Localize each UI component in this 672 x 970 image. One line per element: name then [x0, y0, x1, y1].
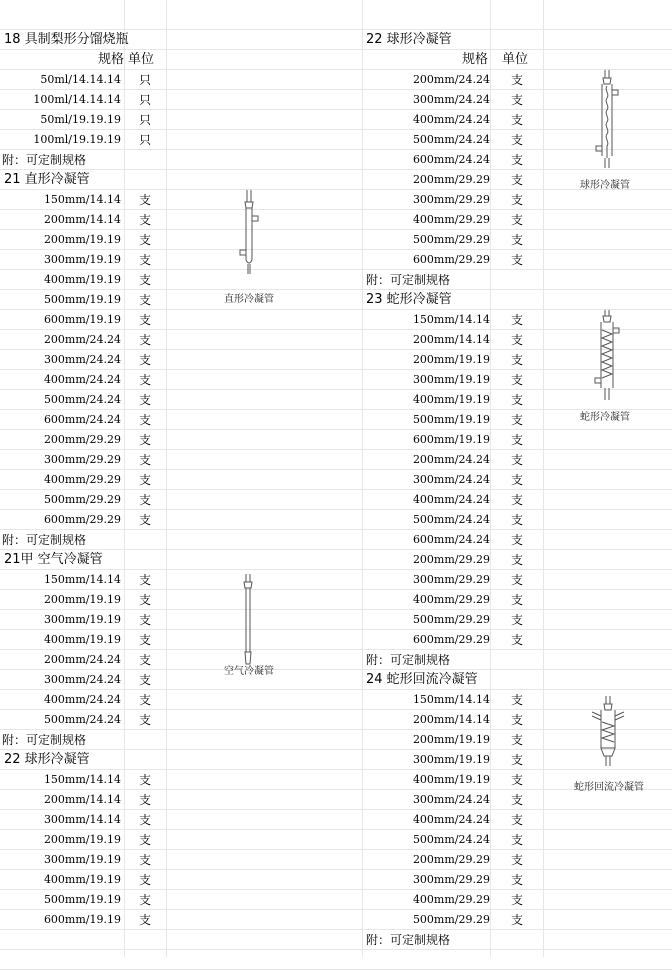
unit-cell: 支 [138, 213, 151, 227]
caption-coil-condenser: 蛇形冷凝管 [580, 412, 630, 423]
unit-cell: 支 [510, 213, 523, 227]
unit-cell: 支 [510, 893, 523, 907]
spec-cell: 300mm/24.24 [412, 473, 490, 486]
unit-cell: 支 [138, 773, 151, 787]
spec-cell: 300mm/24.24 [412, 93, 490, 106]
caption-straight-condenser: 直形冷凝管 [224, 294, 274, 305]
spec-cell: 400mm/24.24 [43, 373, 121, 386]
grid-row-line [0, 10, 672, 30]
spec-cell: 400mm/24.24 [412, 113, 490, 126]
spec-cell: 100ml/14.14.14 [33, 93, 121, 106]
section-title-23: 23 蛇形冷凝管 [366, 292, 452, 307]
section-title-21a: 21甲 空气冷凝管 [4, 552, 103, 567]
unit-cell: 支 [138, 353, 151, 367]
unit-cell: 支 [510, 253, 523, 267]
custom-note-18: 附：可定制规格 [2, 153, 87, 167]
spec-cell: 300mm/29.29 [43, 453, 121, 466]
spec-cell: 200mm/24.24 [412, 73, 490, 86]
caption-bulb-condenser: 球形冷凝管 [580, 180, 630, 191]
unit-cell: 支 [510, 913, 523, 927]
unit-cell: 支 [510, 593, 523, 607]
spec-cell: 200mm/19.19 [412, 353, 490, 366]
custom-note-22: 附：可定制规格 [366, 273, 451, 287]
spec-cell: 150mm/14.14 [43, 573, 121, 586]
unit-cell: 支 [138, 793, 151, 807]
spec-cell: 300mm/29.29 [412, 573, 490, 586]
spec-cell: 600mm/29.29 [412, 253, 490, 266]
caption-coil-reflux-condenser: 蛇形回流冷凝管 [574, 782, 644, 793]
spec-cell: 400mm/19.19 [43, 273, 121, 286]
unit-cell: 支 [510, 313, 523, 327]
unit-cell: 支 [510, 553, 523, 567]
unit-cell: 支 [138, 593, 151, 607]
spec-cell: 300mm/29.29 [412, 193, 490, 206]
grid-row-line [0, 150, 672, 170]
header-unit-right: 单位 [502, 52, 529, 67]
air-condenser-illustration [236, 572, 260, 668]
spec-cell: 300mm/14.14 [43, 813, 121, 826]
spec-cell: 600mm/19.19 [43, 913, 121, 926]
unit-cell: 支 [138, 873, 151, 887]
unit-cell: 支 [138, 393, 151, 407]
spec-cell: 400mm/19.19 [43, 873, 121, 886]
unit-cell: 支 [510, 693, 523, 707]
section-title-18: 18 具制梨形分馏烧瓶 [4, 32, 129, 47]
grid-column-line [166, 0, 167, 957]
unit-cell: 支 [138, 373, 151, 387]
spec-cell: 400mm/24.24 [412, 813, 490, 826]
section-title-24: 24 蛇形回流冷凝管 [366, 672, 478, 687]
unit-cell: 支 [510, 833, 523, 847]
spec-cell: 300mm/19.19 [43, 613, 121, 626]
unit-cell: 支 [138, 433, 151, 447]
unit-cell: 支 [510, 433, 523, 447]
spec-cell: 100ml/19.19.19 [33, 133, 121, 146]
section-title-22: 22 球形冷凝管 [366, 32, 452, 47]
unit-cell: 支 [510, 873, 523, 887]
spec-cell: 600mm/29.29 [43, 513, 121, 526]
spec-cell: 500mm/24.24 [43, 393, 121, 406]
spec-cell: 500mm/24.24 [43, 713, 121, 726]
unit-cell: 支 [138, 313, 151, 327]
spec-cell: 400mm/29.29 [412, 213, 490, 226]
unit-cell: 支 [138, 853, 151, 867]
spec-cell: 300mm/24.24 [43, 353, 121, 366]
spec-cell: 400mm/19.19 [412, 393, 490, 406]
unit-cell: 支 [138, 833, 151, 847]
grid-row-line [0, 530, 672, 550]
unit-cell: 支 [510, 493, 523, 507]
spec-cell: 200mm/24.24 [412, 453, 490, 466]
grid-row-line [0, 730, 672, 750]
unit-cell: 支 [510, 513, 523, 527]
spec-cell: 400mm/19.19 [43, 633, 121, 646]
spec-cell: 500mm/19.19 [412, 413, 490, 426]
unit-cell: 支 [138, 273, 151, 287]
spec-cell: 300mm/29.29 [412, 873, 490, 886]
spec-cell: 300mm/19.19 [43, 853, 121, 866]
spec-cell: 200mm/19.19 [43, 233, 121, 246]
unit-cell: 支 [510, 73, 523, 87]
unit-cell: 支 [510, 753, 523, 767]
spec-cell: 150mm/14.14 [412, 313, 490, 326]
spec-cell: 400mm/29.29 [412, 593, 490, 606]
spec-cell: 200mm/14.14 [43, 213, 121, 226]
unit-cell: 支 [510, 733, 523, 747]
spec-cell: 500mm/19.19 [43, 893, 121, 906]
unit-cell: 支 [138, 573, 151, 587]
unit-cell: 支 [510, 93, 523, 107]
spec-cell: 300mm/19.19 [412, 373, 490, 386]
spec-cell: 300mm/24.24 [412, 793, 490, 806]
spec-cell: 600mm/24.24 [412, 153, 490, 166]
unit-cell: 支 [510, 153, 523, 167]
spec-cell: 200mm/14.14 [43, 793, 121, 806]
custom-note-21a: 附：可定制规格 [2, 733, 87, 747]
unit-cell: 支 [510, 113, 523, 127]
spec-cell: 150mm/14.14 [412, 693, 490, 706]
spec-cell: 400mm/29.29 [43, 473, 121, 486]
unit-cell: 支 [510, 393, 523, 407]
unit-cell: 支 [138, 633, 151, 647]
spec-cell: 200mm/19.19 [43, 833, 121, 846]
unit-cell: 支 [138, 493, 151, 507]
unit-cell: 支 [138, 713, 151, 727]
spec-cell: 600mm/19.19 [412, 433, 490, 446]
unit-cell: 只 [138, 93, 151, 107]
spec-cell: 600mm/29.29 [412, 633, 490, 646]
section-title-21: 21 直形冷凝管 [4, 172, 90, 187]
spec-cell: 300mm/24.24 [43, 673, 121, 686]
unit-cell: 支 [510, 193, 523, 207]
spec-cell: 200mm/29.29 [412, 853, 490, 866]
unit-cell: 只 [138, 113, 151, 127]
unit-cell: 只 [138, 133, 151, 147]
spec-cell: 50ml/14.14.14 [40, 73, 121, 86]
grid-column-line [543, 0, 544, 957]
unit-cell: 支 [510, 573, 523, 587]
spec-cell: 500mm/19.19 [43, 293, 121, 306]
spec-cell: 200mm/19.19 [43, 593, 121, 606]
unit-cell: 支 [510, 333, 523, 347]
coil-condenser-illustration [592, 308, 622, 404]
spec-cell: 500mm/24.24 [412, 833, 490, 846]
spec-cell: 500mm/29.29 [412, 233, 490, 246]
unit-cell: 支 [510, 613, 523, 627]
spec-cell: 200mm/14.14 [412, 713, 490, 726]
spec-cell: 500mm/29.29 [412, 613, 490, 626]
unit-cell: 支 [138, 193, 151, 207]
unit-cell: 支 [510, 773, 523, 787]
straight-condenser-illustration [232, 188, 266, 288]
spec-cell: 200mm/19.19 [412, 733, 490, 746]
spec-cell: 200mm/29.29 [412, 173, 490, 186]
unit-cell: 支 [138, 293, 151, 307]
unit-cell: 只 [138, 73, 151, 87]
spec-cell: 600mm/24.24 [43, 413, 121, 426]
unit-cell: 支 [510, 133, 523, 147]
spec-cell: 150mm/14.14 [43, 193, 121, 206]
unit-cell: 支 [510, 473, 523, 487]
spec-cell: 400mm/24.24 [43, 693, 121, 706]
unit-cell: 支 [138, 893, 151, 907]
section-title-22b: 22 球形冷凝管 [4, 752, 90, 767]
unit-cell: 支 [510, 813, 523, 827]
header-spec: 规格 [97, 52, 124, 67]
spec-cell: 500mm/29.29 [412, 913, 490, 926]
unit-cell: 支 [510, 353, 523, 367]
unit-cell: 支 [138, 693, 151, 707]
spec-cell: 200mm/24.24 [43, 653, 121, 666]
unit-cell: 支 [138, 913, 151, 927]
spec-cell: 400mm/29.29 [412, 893, 490, 906]
unit-cell: 支 [138, 413, 151, 427]
spec-cell: 600mm/19.19 [43, 313, 121, 326]
unit-cell: 支 [138, 673, 151, 687]
spec-cell: 400mm/19.19 [412, 773, 490, 786]
spec-cell: 50ml/19.19.19 [40, 113, 121, 126]
grid-row-line [0, 950, 672, 970]
grid-row-line [0, 750, 672, 770]
spec-cell: 300mm/19.19 [412, 753, 490, 766]
unit-cell: 支 [138, 333, 151, 347]
coil-reflux-condenser-illustration [588, 694, 628, 770]
caption-air-condenser: 空气冷凝管 [224, 666, 274, 677]
unit-cell: 支 [138, 653, 151, 667]
unit-cell: 支 [138, 813, 151, 827]
custom-note-21: 附：可定制规格 [2, 533, 87, 547]
unit-cell: 支 [138, 233, 151, 247]
spec-cell: 600mm/24.24 [412, 533, 490, 546]
unit-cell: 支 [510, 453, 523, 467]
unit-cell: 支 [138, 253, 151, 267]
spec-cell: 150mm/14.14 [43, 773, 121, 786]
custom-note-23: 附：可定制规格 [366, 653, 451, 667]
grid-row-line [0, 170, 672, 190]
unit-cell: 支 [510, 533, 523, 547]
header-unit: 单位 [128, 52, 155, 67]
unit-cell: 支 [510, 793, 523, 807]
unit-cell: 支 [510, 633, 523, 647]
spec-cell: 300mm/19.19 [43, 253, 121, 266]
grid-row-line [0, 930, 672, 950]
bulb-condenser-illustration [592, 68, 622, 172]
unit-cell: 支 [138, 613, 151, 627]
spec-cell: 500mm/24.24 [412, 513, 490, 526]
spec-cell: 500mm/29.29 [43, 493, 121, 506]
spec-cell: 200mm/14.14 [412, 333, 490, 346]
spec-cell: 200mm/29.29 [412, 553, 490, 566]
unit-cell: 支 [138, 473, 151, 487]
unit-cell: 支 [510, 413, 523, 427]
custom-note-24: 附：可定制规格 [366, 933, 451, 947]
grid-column-line [490, 0, 491, 957]
unit-cell: 支 [510, 713, 523, 727]
spec-cell: 400mm/24.24 [412, 493, 490, 506]
unit-cell: 支 [510, 373, 523, 387]
unit-cell: 支 [138, 513, 151, 527]
unit-cell: 支 [510, 173, 523, 187]
spec-cell: 200mm/24.24 [43, 333, 121, 346]
unit-cell: 支 [138, 453, 151, 467]
unit-cell: 支 [510, 853, 523, 867]
header-spec-right: 规格 [461, 52, 488, 67]
spec-cell: 200mm/29.29 [43, 433, 121, 446]
spec-cell: 500mm/24.24 [412, 133, 490, 146]
unit-cell: 支 [510, 233, 523, 247]
